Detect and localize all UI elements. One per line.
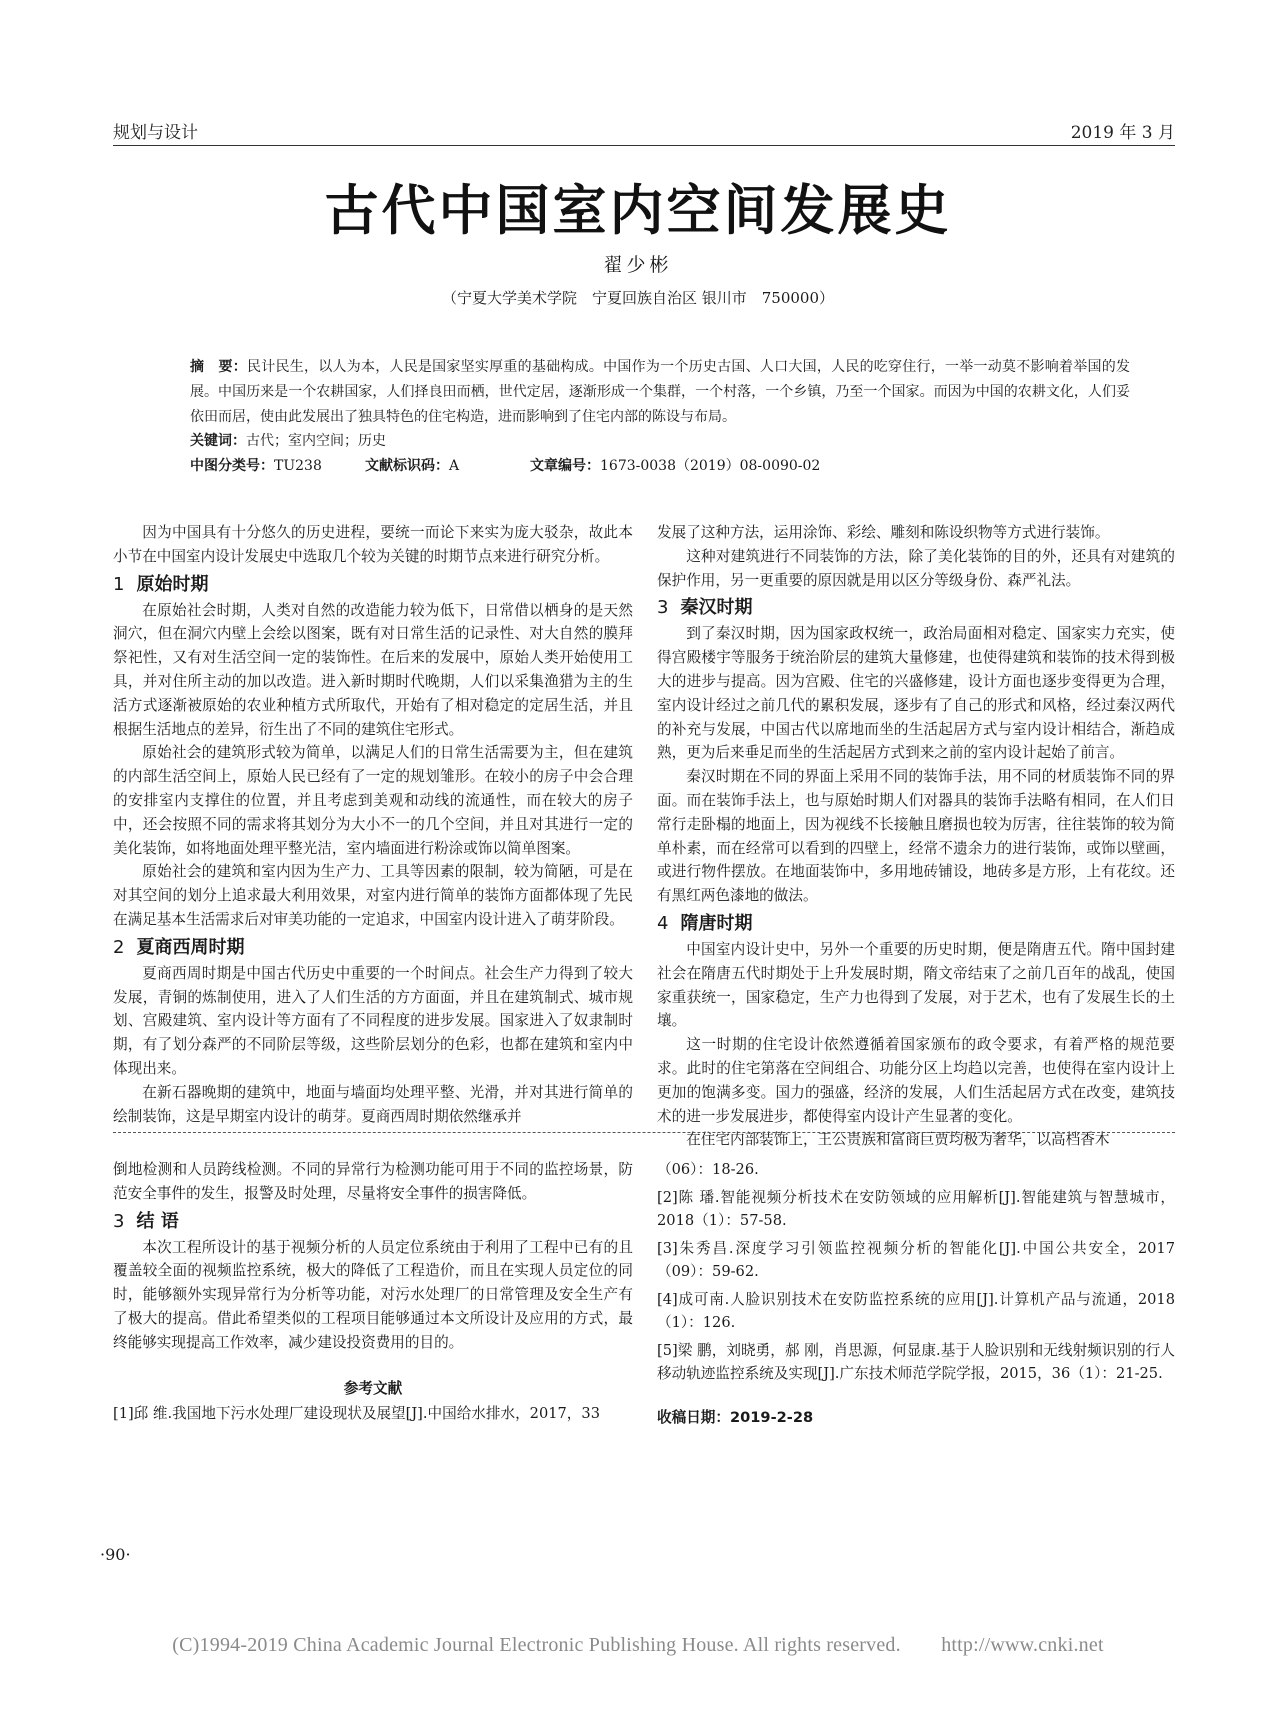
received-date: 收稿日期：2019-2-28 [657,1408,814,1426]
paragraph: 原始社会的建筑形式较为简单，以满足人们的日常生活需要为主，但在建筑的内部生活空间上，原始人民已经有了一定的规划雏形。在较小的房子中会合理的安排室内支撑住的位置，并且考虑到美观和动线的流通性，而在较大的房子中，还会按照不同的需求将其划分为大小不一的几个空间，并且对其进行一定的美化装饰，如将地面处理平整光洁，室内墙面进行粉涂或饰以简单图案。 [113,744,633,857]
running-header-right: 2019 年 3 月 [1070,123,1175,143]
section-number: 2 [113,936,125,958]
keywords [190,430,386,450]
reference-item: [1]邱 维.我国地下污水处理厂建设现状及展望[J].中国给水排水，2017，33 [113,1405,600,1423]
section-heading-4 [657,910,1175,937]
section-heading-2 [113,934,633,961]
clc-value: TU238 [274,458,322,474]
paragraph: 原始社会的建筑和室内因为生产力、工具等因素的限制，较为简陋，可是在对其空间的划分上追求最大利用效果，对室内进行简单的装饰方面都体现了先民在满足基本生活需求后对审美功能的一定追求，中国室内设计进入了萌芽阶段。 [113,863,633,928]
paragraph: 本次工程所设计的基于视频分析的人员定位系统由于利用了工程中已有的且覆盖较全面的视频监控系统，极大的降低了工程造价，而且在实现人员定位的同时，能够额外实现异常行为分析等功能，对污水处理厂的日常管理及安全生产有了极大的提高。借此希望类似的工程项目能够通过本文所设计及应用的方式，最终能够实现提高工作效率，减少建设投资费用的目的。 [113,1238,633,1351]
abstract-label: 摘 要： [190,359,247,375]
page-number: ·90· [100,1545,131,1564]
paragraph: 在新石器晚期的建筑中，地面与墙面均处理平整、光滑，并对其进行简单的绘制装饰，这是早期室内设计的萌芽。夏商西周时期依然继承并 [113,1083,633,1125]
paragraph: 在住宅内部装饰上，王公贵族和富商巨贾均极为奢华，以高档香木 [686,1131,1110,1149]
section-number: 4 [657,912,669,934]
doc-label: 文献标识码： [365,458,449,474]
intro-paragraph: 因为中国具有十分悠久的历史进程，要统一而论下来实为庞大驳杂，故此本小节在中国室内设计发展史中选取几个较为关键的时期节点来进行研究分析。 [113,524,633,565]
reference-item: [5]梁 鹏，刘晓勇，郝 刚，肖思源，何显康.基于人脸识别和无线射频识别的行人移动轨迹监控系统及实现[J].广东技术师范学院学报，2015，36（1）：21-25. [657,1341,1175,1382]
article-separator [113,1132,1175,1133]
section-title: 隋唐时期 [680,912,753,934]
section-heading-1 [113,571,633,598]
clc-label: 中图分类号： [190,458,274,474]
lower-right-column [657,1158,1175,1429]
reference-item: [2]陈 璠.智能视频分析技术在安防领域的应用解析[J].智能建筑与智慧城市，2018（1）：57-58. [657,1188,1175,1229]
paragraph: 中国室内设计史中，另外一个重要的历史时期，便是隋唐五代。隋中国封建社会在隋唐五代时期处于上升发展时期，隋文帝结束了之前几百年的战乱，使国家重获统一，国家稳定，生产力也得到了发展，对于艺术，也有了发展生长的土壤。 [657,940,1175,1030]
doc-group [365,455,459,475]
clc-group [190,455,322,475]
section-heading-3 [657,594,1175,621]
section-number: 3 [113,1210,125,1232]
upper-right-column [657,521,1175,1152]
article-title: 古代中国室内空间发展史 [324,179,952,242]
keywords-label: 关键词： [190,433,246,449]
reference-item: [4]成可南.人脸识别技术在安防监控系统的应用[J].计算机产品与流通，2018（1）：126. [657,1290,1175,1331]
abstract [190,355,1130,430]
paragraph: 发展了这种方法，运用涂饰、彩绘、雕刻和陈设织物等方式进行装饰。 [657,524,1110,541]
paragraph: 秦汉时期在不同的界面上采用不同的装饰手法，用不同的材质装饰不同的界面。而在装饰手法上，也与原始时期人们对器具的装饰手法略有相同，在人们日常行走卧榻的地面上，因为视线不长接触且磨损也较为厉害，往往装饰的较为简单朴素，而在经常可以看到的四壁上，经常不遗余力的进行装饰，或饰以壁画，或进行物件摆放。在地面装饰中，多用地砖铺设，地砖多是方形，上有花纹。还有黑红两色漆地的做法。 [657,768,1175,905]
paragraph: 倒地检测和人员跨线检测。不同的异常行为检测功能可用于不同的监控场景，防范安全事件的发生，报警及时处理，尽量将安全事件的损害降低。 [113,1161,633,1202]
references-heading: 参考文献 [343,1379,403,1397]
keywords-text: 古代；室内空间；历史 [246,433,386,449]
paragraph: 在原始社会时期，人类对自然的改造能力较为低下，日常借以栖身的是天然洞穴，但在洞穴内壁上会绘以图案，既有对日常生活的记录性、对大自然的膜拜祭祀性，又有对生活空间一定的装饰性。在后来的发展中，原始人类开始使用工具，并对住所主动的加以改造。进入新时期时代晚期，人们以采集渔猎为主的生活方式逐渐被原始的农业种植方式所取代，开始有了相对稳定的定居生活，并且根据生活地点的差异，衍生出了不同的建筑住宅形式。 [113,601,633,738]
reference-item: （06）：18-26. [657,1161,759,1178]
article-no-label: 文章编号： [530,458,600,474]
paragraph: 这种对建筑进行不同装饰的方法，除了美化装饰的目的外，还具有对建筑的保护作用，另一更重要的原因就是用以区分等级身份、森严礼法。 [657,547,1175,589]
lower-left-column [113,1158,633,1430]
article-no-value: 1673-0038（2019）08-0090-02 [600,458,821,474]
abstract-text: 民计民生，以人为本，人民是国家坚实厚重的基础构成。中国作为一个历史古国、人口大国，人民的吃穿住行，一举一动莫不影响着举国的发展。中国历来是一个农耕国家，人们择良田而栖，世代定居，逐渐形成一个集群，一个村落，一个乡镇，乃至一个国家。而因为中国的农耕文化，人们妥依田而居，使由此发展出了独具特色的住宅构造，进而影响到了住宅内部的陈设与布局。 [190,359,1130,425]
section-number: 3 [657,597,669,619]
section-number: 1 [113,573,125,595]
doc-value: A [449,458,460,474]
section-title: 秦汉时期 [680,597,753,619]
article-no-group [530,455,820,475]
section-title: 夏商西周时期 [136,936,245,958]
running-header-left: 规划与设计 [113,123,198,143]
paragraph: 这一时期的住宅设计依然遵循着国家颁布的政令要求，有着严格的规范要求。此时的住宅第落在空间组合、功能分区上均趋以完善，也使得在室内设计上更加的饱满多变。国力的强盛，经济的发展，人们生活起居方式在改变，建筑技术的进一步发展进步，都使得室内设计产生显著的变化。 [657,1036,1175,1125]
section-title: 原始时期 [136,573,209,595]
paragraph: 夏商西周时期是中国古代历史中重要的一个时间点。社会生产力得到了较大发展，青铜的炼制使用，进入了人们生活的方方面面，并且在建筑制式、城市规划、宫殿建筑、室内设计等方面有了不同程度的进步发展。国家进入了奴隶制时期，有了划分森严的不同阶层等级，这些阶层划分的色彩，也都在建筑和室内中体现出来。 [113,964,633,1077]
upper-left-column [113,521,633,1128]
conclusion-heading [113,1208,633,1235]
header-rule [113,145,1175,146]
section-title: 结 语 [136,1210,179,1232]
paragraph: 到了秦汉时期，因为国家政权统一，政治局面相对稳定、国家实力充实，使得宫殿楼宇等服务于统治阶层的建筑大量修建，也使得建筑和装饰的技术得到极大的进步与提高。因为宫殿、住宅的兴盛修建，设计方面也逐步变得更为合理，室内设计经过之前几代的累积发展，逐步有了自己的形式和风格，经过秦汉两代的补充与发展，中国古代以席地而坐的生活起居方式与室内设计相结合，渐趋成熟，更为后来垂足而坐的生活起居方式到来之前的室内设计起始了前言。 [657,625,1175,762]
author: 翟少彬 [603,254,673,276]
affiliation: （宁夏大学美术学院 宁夏回族自治区 银川市 750000） [441,289,835,307]
reference-item: [3]朱秀昌.深度学习引领监控视频分析的智能化[J].中国公共安全，2017（09）：59-62. [657,1239,1175,1280]
copyright-notice: (C)1994-2019 China Academic Journal Electronic Publishing House. All rights reserved. http://www.cnki.net [172,1634,1104,1656]
